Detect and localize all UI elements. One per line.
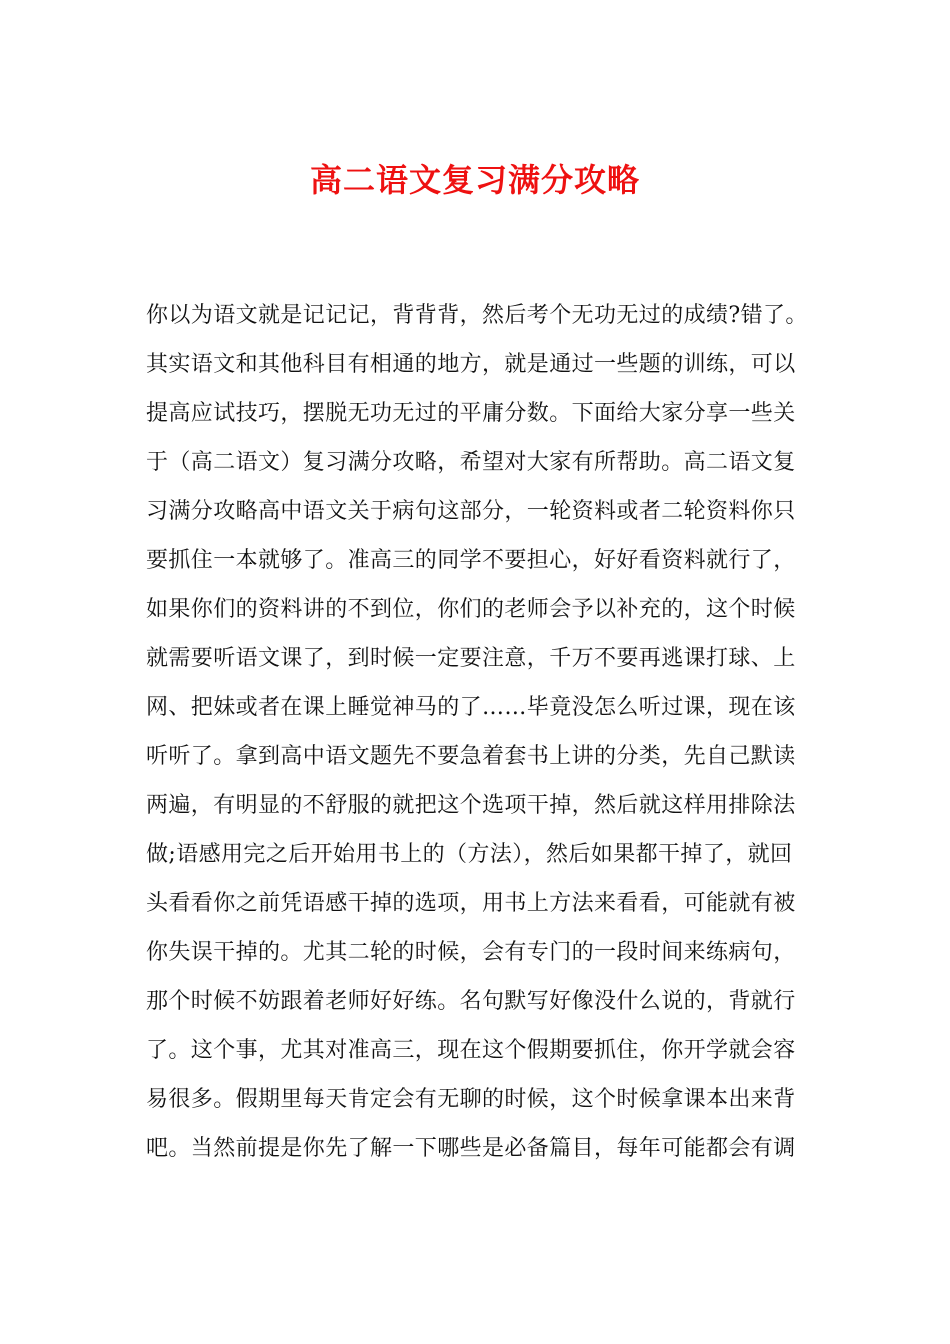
body-line: 要抓住一本就够了。准高三的同学不要担心，好好看资料就行了， bbox=[146, 548, 796, 573]
body-line: 如果你们的资料讲的不到位，你们的老师会予以补充的，这个时候 bbox=[146, 597, 796, 622]
body-line: 两遍，有明显的不舒服的就把这个选项干掉，然后就这样用排除法 bbox=[146, 793, 796, 818]
body-line: 就需要听语文课了，到时候一定要注意，千万不要再逃课打球、上 bbox=[146, 646, 796, 671]
body-line: 提高应试技巧，摆脱无功无过的平庸分数。下面给大家分享一些关 bbox=[146, 401, 796, 426]
body-line: 你以为语文就是记记记，背背背，然后考个无功无过的成绩?错了。 bbox=[146, 303, 808, 328]
body-line: 头看看你之前凭语感干掉的选项，用书上方法来看看，可能就有被 bbox=[146, 891, 796, 916]
body-line: 做;语感用完之后开始用书上的（方法），然后如果都干掉了，就回 bbox=[146, 842, 793, 867]
body-line: 听听了。拿到高中语文题先不要急着套书上讲的分类，先自己默读 bbox=[146, 744, 796, 769]
body-line: 那个时候不妨跟着老师好好练。名句默写好像没什么说的，背就行 bbox=[146, 989, 796, 1014]
body-line: 网、把妹或者在课上睡觉神马的了……毕竟没怎么听过课，现在该 bbox=[146, 695, 796, 720]
document-title: 高二语文复习满分攻略 bbox=[309, 161, 640, 199]
document-body bbox=[146, 291, 806, 1173]
body-line: 于（高二语文）复习满分攻略，希望对大家有所帮助。高二语文复 bbox=[146, 450, 796, 475]
body-line: 吧。当然前提是你先了解一下哪些是必备篇目，每年可能都会有调 bbox=[146, 1136, 796, 1161]
body-line: 了。这个事，尤其对准高三，现在这个假期要抓住，你开学就会容 bbox=[146, 1038, 796, 1063]
body-line: 其实语文和其他科目有相通的地方，就是通过一些题的训练，可以 bbox=[146, 352, 796, 377]
body-line: 你失误干掉的。尤其二轮的时候，会有专门的一段时间来练病句， bbox=[146, 940, 796, 965]
body-line: 习满分攻略高中语文关于病句这部分，一轮资料或者二轮资料你只 bbox=[146, 499, 796, 524]
body-line: 易很多。假期里每天肯定会有无聊的时候，这个时候拿课本出来背 bbox=[146, 1087, 796, 1112]
